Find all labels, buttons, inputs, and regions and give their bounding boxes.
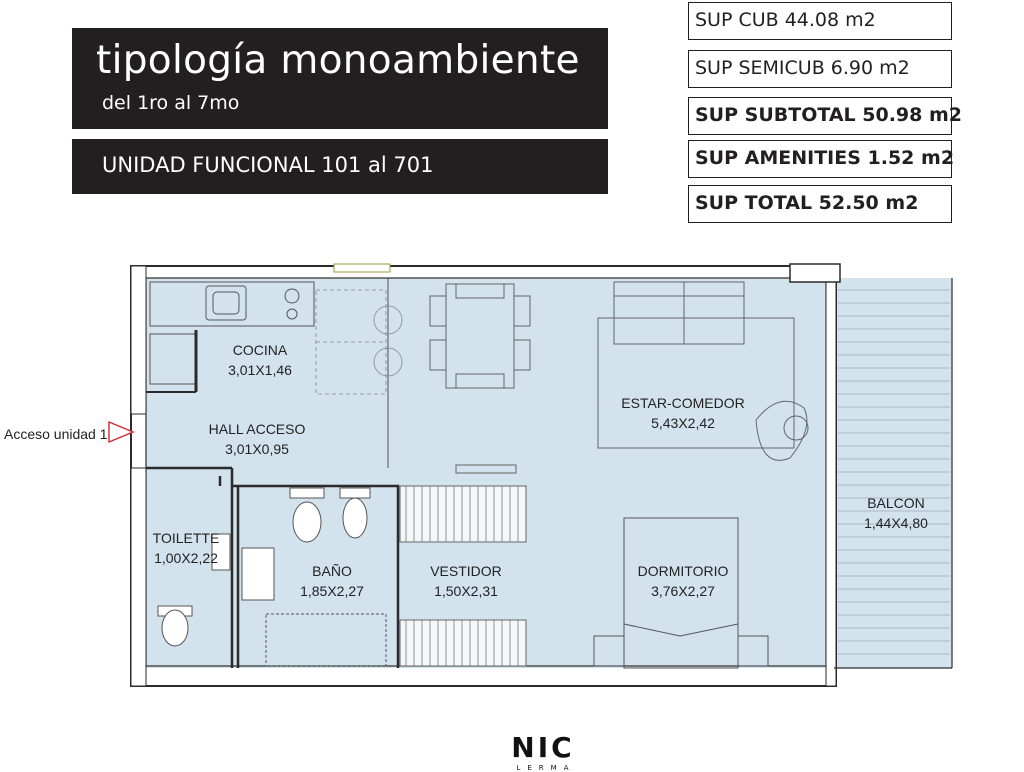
room-bano-name: BAÑO (312, 563, 352, 579)
room-vestidor-name: VESTIDOR (430, 563, 502, 579)
area-row-amenities: SUP AMENITIES 1.52 m2 (688, 140, 952, 178)
kitchen-window (334, 264, 390, 272)
access-label: Acceso unidad 1 (4, 426, 108, 442)
unit-banner (72, 139, 608, 194)
room-balcon-name: BALCON (867, 495, 925, 511)
room-estar-name: ESTAR-COMEDOR (621, 395, 745, 411)
area-row-total: SUP TOTAL 52.50 m2 (688, 185, 952, 223)
room-dormitorio (638, 561, 729, 601)
logo-sub: LERMA (516, 764, 576, 772)
area-row-cub: SUP CUB 44.08 m2 (688, 2, 952, 40)
room-dormitorio-dims: 3,76X2,27 (651, 583, 715, 599)
area-row-semicub: SUP SEMICUB 6.90 m2 (688, 50, 952, 88)
room-cocina-name: COCINA (232, 342, 288, 358)
room-estar-dims: 5,43X2,42 (651, 415, 715, 431)
nic-lerma-logo (510, 731, 576, 772)
balcony-door (790, 264, 840, 282)
floor-plan (0, 255, 1024, 695)
room-toilette (153, 528, 220, 568)
title-banner (72, 28, 608, 129)
room-bano-dims: 1,85X2,27 (300, 583, 364, 599)
room-hall-name: HALL ACCESO (208, 421, 306, 437)
logo-main: NIC (511, 731, 575, 764)
area-row-subtotal: SUP SUBTOTAL 50.98 m2 (688, 97, 952, 135)
room-toilette-name: TOILETTE (152, 530, 220, 546)
room-cocina-dims: 3,01X1,46 (228, 362, 292, 378)
room-bano (300, 561, 364, 601)
room-hall (209, 419, 306, 459)
room-estar (621, 393, 744, 433)
room-vestidor-dims: 1,50X2,31 (434, 583, 498, 599)
room-balcon (864, 493, 928, 533)
room-vestidor (430, 561, 502, 601)
unit-label: UNIDAD FUNCIONAL 101 al 701 (102, 153, 434, 177)
room-dormitorio-name: DORMITORIO (637, 563, 729, 579)
page-title: tipología monoambiente (96, 38, 580, 83)
room-balcon-dims: 1,44X4,80 (864, 515, 928, 531)
room-hall-dims: 3,01X0,95 (225, 441, 289, 457)
room-cocina (228, 340, 292, 380)
access-arrow-icon (109, 422, 133, 442)
room-toilette-dims: 1,00X2,22 (154, 550, 218, 566)
page-subtitle: del 1ro al 7mo (102, 92, 240, 114)
